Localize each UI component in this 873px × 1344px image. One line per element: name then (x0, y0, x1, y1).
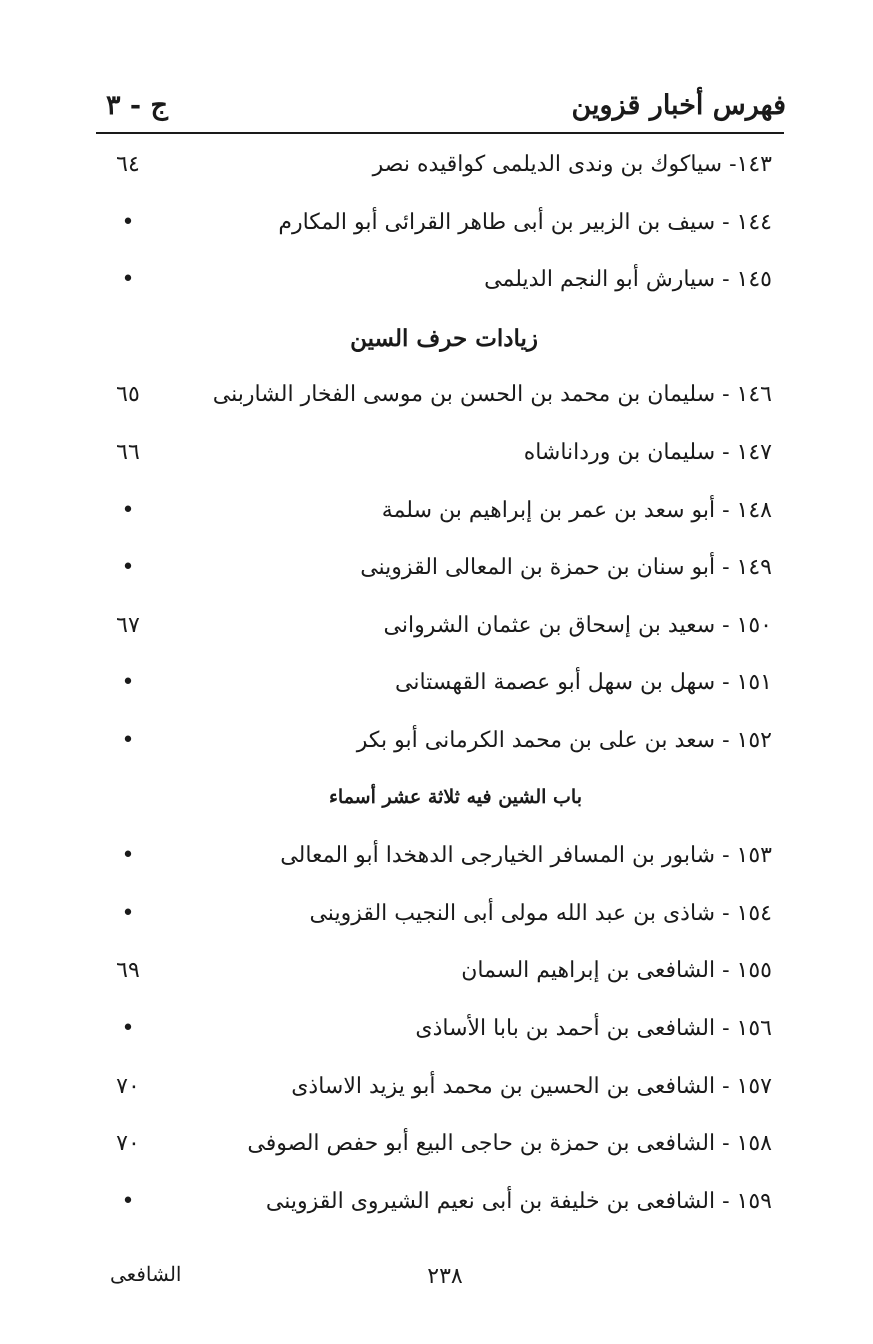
entry-page-ref: ٦٦ (116, 439, 140, 465)
index-entry (96, 831, 772, 889)
header-rule (96, 132, 784, 134)
section-heading-text: زيادات حرف السين (350, 324, 538, 352)
entry-text: ١٤٤ - سيف بن الزبير بن أبى طاهر القرائى أبو المكارم (278, 209, 772, 235)
entry-page-ref: • (121, 209, 135, 235)
index-entry (96, 370, 772, 428)
entry-text: ١٤٥ - سيارش أبو النجم الديلمى (484, 267, 772, 293)
entry-page-ref: ٦٩ (116, 958, 140, 984)
entry-page-ref: ٦٥ (116, 382, 140, 408)
entry-page-ref: • (121, 1188, 135, 1214)
entry-text: ١٥١ - سهل بن سهل أبو عصمة القهستانى (394, 670, 772, 696)
entry-text: ١٤٣- سياكوك بن وندى الديلمى كواقيده نصر (372, 152, 772, 177)
index-entry (96, 198, 772, 256)
entry-page-ref: • (121, 555, 135, 581)
index-entry (96, 255, 772, 313)
entry-page-ref: ٦٧ (116, 612, 140, 638)
entry-text: ١٤٦ - سليمان بن محمد بن الحسن بن موسى الفخار الشاربنى (212, 382, 772, 408)
page-number: ٢٣٨ (427, 1264, 463, 1289)
entry-text: ١٥٧ - الشافعى بن الحسين بن محمد أبو يزيد الاساذى (291, 1073, 772, 1099)
entry-text: ١٥٩ - الشافعى بن خليفة بن أبى نعيم الشيروى القزوينى (265, 1188, 772, 1214)
entry-text: ١٥٥ - الشافعى بن إبراهيم السمان (461, 958, 772, 984)
chapter-heading (96, 774, 772, 832)
entry-text: ١٥٢ - سعد بن على بن محمد الكرمانى أبو بكر (356, 727, 772, 753)
index-entry (96, 1177, 772, 1235)
index-entry (96, 601, 772, 659)
index-entry (96, 428, 772, 486)
chapter-heading-text: باب الشين فيه ثلاثة عشر أسماء (328, 785, 582, 808)
entry-text: ١٤٧ - سليمان بن ورداناشاه (523, 439, 772, 465)
index-entry (96, 1004, 772, 1062)
index-entry (96, 658, 772, 716)
entry-text: ١٤٨ - أبو سعد بن عمر بن إبراهيم بن سلمة (381, 497, 772, 523)
entry-page-ref: • (121, 1015, 135, 1041)
entry-text: ١٥٣ - شابور بن المسافر الخيارجى الدهخدا أبو المعالى (280, 843, 772, 869)
running-header-title: فهرس أخبار قزوين (571, 90, 786, 121)
entry-page-ref: • (121, 727, 135, 753)
entry-page-ref: • (121, 670, 135, 696)
index-entry (96, 543, 772, 601)
index-entry (96, 716, 772, 774)
entry-text: ١٥٠ - سعيد بن إسحاق بن عثمان الشروانى (383, 612, 772, 638)
entry-page-ref: ٧٠ (116, 1073, 140, 1099)
index-entry (96, 1062, 772, 1120)
entry-text: ١٤٩ - أبو سنان بن حمزة بن المعالى القزوينى (360, 555, 772, 581)
entry-page-ref: ٦٤ (116, 152, 140, 177)
index-entry (96, 946, 772, 1004)
catchword: الشافعى (110, 1262, 182, 1286)
section-heading (96, 313, 772, 371)
entry-page-ref: • (121, 267, 135, 293)
index-entry (96, 140, 772, 198)
entry-text: ١٥٦ - الشافعى بن أحمد بن بابا الأساذى (415, 1015, 772, 1041)
volume-indicator: ج - ٣ (106, 90, 168, 121)
entry-page-ref: • (121, 497, 135, 523)
entry-page-ref: • (121, 900, 135, 926)
index-entries (96, 140, 772, 1234)
entry-page-ref: • (121, 843, 135, 869)
running-header (96, 86, 786, 126)
entry-page-ref: ٧٠ (116, 1131, 140, 1157)
index-entry (96, 486, 772, 544)
index-entry (96, 889, 772, 947)
index-entry (96, 1119, 772, 1177)
entry-text: ١٥٤ - شاذى بن عبد الله مولى أبى النجيب القزوينى (309, 900, 772, 926)
entry-text: ١٥٨ - الشافعى بن حمزة بن حاجى البيع أبو حفص الصوفى (247, 1131, 772, 1157)
